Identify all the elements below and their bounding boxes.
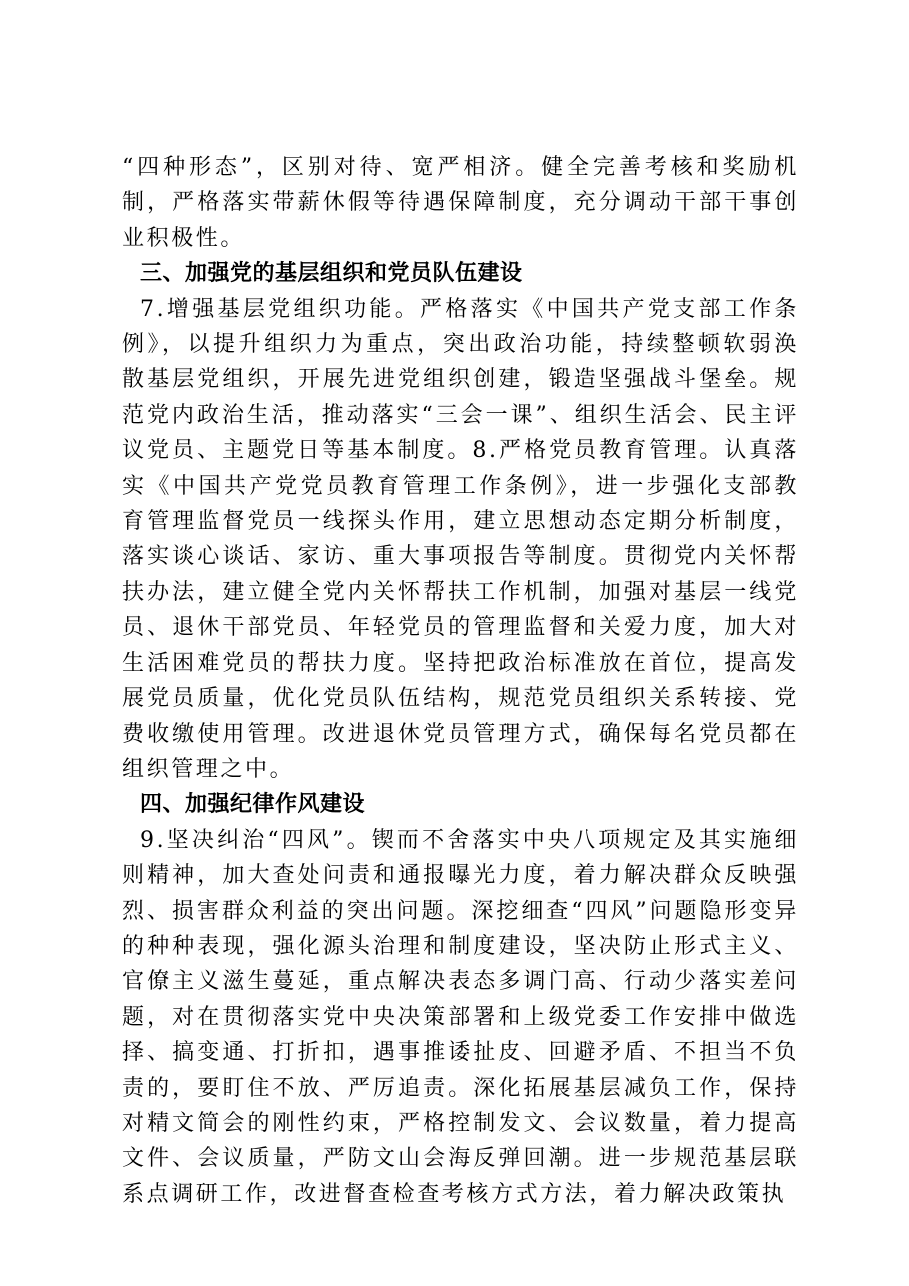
paragraph-section-4: 9.坚决纠治“四风”。锲而不舍落实中央八项规定及其实施细则精神，加大查处问责和通报曝光力度，着力解决群众反映强烈、损害群众利益的突出问题。深挖细查“四风”问题隐形变异的种种表现，强化源头治理和制度建设，坚决防止形式主义、官僚主义滋生蔓延，重点解决表态多调门高、行动少落实差问题，对在贯彻落实党中央决策部署和上级党委工作安排中做选择、搞变通、打折扣，遇事推诿扯皮、回避矛盾、不担当不负责的，要盯住不放、严厉追责。深化拓展基层减负工作，保持对精文简会的刚性约束，严格控制发文、会议数量，着力提高文件、会议质量，严防文山会海反弹回潮。进一步规范基层联系点调研工作，改进督查检查考核方式方法，着力解决政策执 (122, 827, 799, 1207)
section-heading-4: 四、加强纪律作风建设 (140, 792, 366, 818)
paragraph-section-3: 7.增强基层党组织功能。严格落实《中国共产党支部工作条例》，以提升组织力为重点，突出政治功能，持续整顿软弱涣散基层党组织，开展先进党组织创建，锻造坚强战斗堡垒。规范党内政治生活，推动落实“三会一课”、组织生活会、民主评议党员、主题党日等基本制度。8.严格党员教育管理。认真落实《中国共产党党员教育管理工作条例》，进一步强化支部教育管理监督党员一线探头作用，建立思想动态定期分析制度，落实谈心谈话、家访、重大事项报告等制度。贯彻党内关怀帮扶办法，建立健全党内关怀帮扶工作机制，加强对基层一线党员、退休干部党员、年轻党员的管理监督和关爱力度，加大对生活困难党员的帮扶力度。坚持把政治标准放在首位，提高发展党员质量，优化党员队伍结构，规范党员组织关系转接、党费收缴使用管理。改进退休党员管理方式，确保每名党员都在组织管理之中。 (122, 296, 799, 782)
paragraph-continued: “四种形态”，区别对待、宽严相济。健全完善考核和奖励机制，严格落实带薪休假等待遇保障制度，充分调动干部干事创业积极性。 (122, 155, 799, 251)
section-heading-3: 三、加强党的基层组织和党员队伍建设 (140, 261, 523, 287)
